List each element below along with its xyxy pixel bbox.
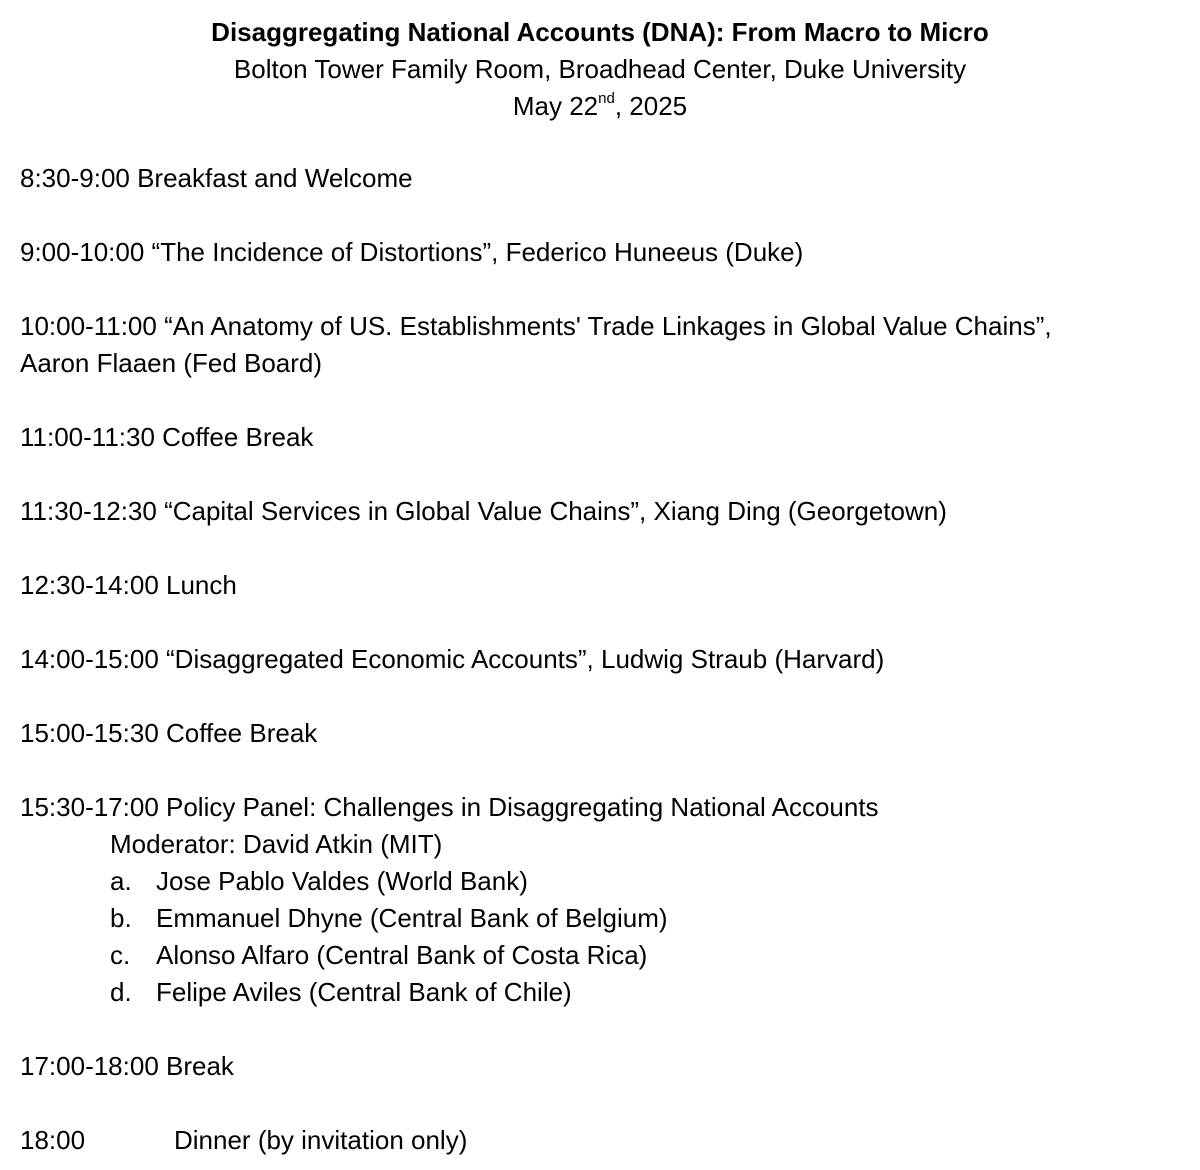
schedule-item-break: 17:00-18:00 Break xyxy=(20,1051,234,1081)
panel-member-marker: b. xyxy=(110,903,132,933)
schedule-item-flaaen-presenter: Aaron Flaaen (Fed Board) xyxy=(20,348,323,378)
dinner-description: Dinner (by invitation only) xyxy=(174,1125,468,1155)
event-date-day: May 22 xyxy=(512,91,599,121)
schedule-item-breakfast: 8:30-9:00 Breakfast and Welcome xyxy=(20,163,413,193)
event-date-ordinal: nd xyxy=(598,90,615,107)
panel-member-name: Alonso Alfaro (Central Bank of Costa Rica) xyxy=(156,940,648,970)
panel-member-name: Jose Pablo Valdes (World Bank) xyxy=(156,866,528,896)
schedule-item-huneeus: 9:00-10:00 “The Incidence of Distortions”, Federico Huneeus (Duke) xyxy=(20,237,804,267)
schedule-item-policy-panel: 15:30-17:00 Policy Panel: Challenges in Disaggregating National Accounts xyxy=(20,792,879,822)
schedule-item-coffee-afternoon: 15:00-15:30 Coffee Break xyxy=(20,718,318,748)
agenda-header xyxy=(0,14,1200,125)
schedule-item-coffee-morning: 11:00-11:30 Coffee Break xyxy=(20,422,314,452)
panel-moderator: Moderator: David Atkin (MIT) xyxy=(110,829,443,859)
schedule-item-straub: 14:00-15:00 “Disaggregated Economic Accounts”, Ludwig Straub (Harvard) xyxy=(20,644,885,674)
panel-member-marker: d. xyxy=(110,977,132,1007)
event-venue: Bolton Tower Family Room, Broadhead Center, Duke University xyxy=(233,54,967,84)
panel-member-name: Felipe Aviles (Central Bank of Chile) xyxy=(156,977,572,1007)
event-title: Disaggregating National Accounts (DNA): From Macro to Micro xyxy=(211,17,989,47)
schedule-item-flaaen: 10:00-11:00 “An Anatomy of US. Establishments' Trade Linkages in Global Value Chains”, xyxy=(20,311,1052,341)
event-date xyxy=(0,88,1200,125)
schedule-item-ding: 11:30-12:30 “Capital Services in Global Value Chains”, Xiang Ding (Georgetown) xyxy=(20,496,947,526)
panel-member-name: Emmanuel Dhyne (Central Bank of Belgium) xyxy=(156,903,668,933)
dinner-time: 18:00 xyxy=(20,1125,86,1155)
panel-member-marker: a. xyxy=(110,866,132,896)
schedule-item-lunch: 12:30-14:00 Lunch xyxy=(20,570,237,600)
panel-member-marker: c. xyxy=(110,940,131,970)
event-date-year: , 2025 xyxy=(614,91,688,121)
